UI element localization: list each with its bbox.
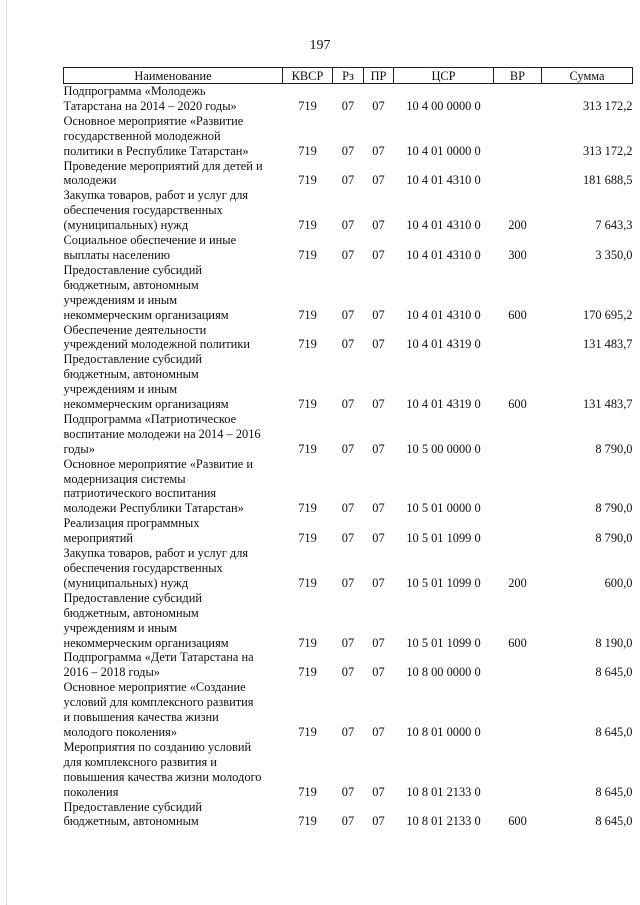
row-vr	[494, 412, 542, 457]
row-rz: 07	[341, 307, 355, 322]
row-pr: 07	[372, 441, 385, 456]
table-row	[64, 263, 633, 323]
row-vr	[494, 516, 542, 546]
row-vr	[494, 159, 542, 189]
row-csr: 10 4 01 4319 0	[406, 397, 481, 412]
row-name-line: учреждениям и иным	[63, 382, 178, 397]
row-vr	[494, 84, 542, 114]
row-vr	[494, 650, 542, 680]
row-sum: 8 645,0	[595, 665, 633, 680]
row-sum: 8 645,0	[595, 814, 633, 829]
row-csr: 10 5 01 1099 0	[406, 635, 481, 650]
header-sum: Сумма	[542, 68, 633, 84]
row-name	[64, 114, 283, 159]
scan-edge-marks	[6, 0, 8, 905]
row-csr: 10 5 01 1099 0	[406, 531, 481, 546]
row-rz: 07	[341, 98, 355, 113]
row-name-line: Татарстана на 2014 – 2020 годы»	[63, 98, 237, 113]
row-kvsr: 719	[298, 98, 317, 113]
table-row	[64, 233, 633, 263]
row-pr: 07	[372, 784, 385, 799]
row-kvsr: 719	[298, 307, 317, 322]
row-name-line: государственной молодежной	[63, 128, 221, 143]
row-name-line: бюджетным, автономным	[63, 277, 199, 292]
row-rz: 07	[341, 218, 355, 233]
row-name-line: учреждениям и иным	[63, 292, 178, 307]
row-name-line: политики в Республике Татарстан»	[63, 143, 249, 158]
row-csr: 10 8 01 2133 0	[406, 784, 481, 799]
row-name	[64, 680, 283, 740]
row-kvsr: 719	[298, 724, 317, 739]
row-name-line: учреждений молодежной политики	[63, 337, 250, 352]
row-pr: 07	[372, 814, 385, 829]
row-name-line: бюджетным, автономным	[63, 814, 199, 829]
row-kvsr: 719	[298, 501, 317, 516]
row-name-line: молодого поколения»	[63, 724, 178, 739]
row-name	[64, 352, 283, 412]
row-csr: 10 8 01 2133 0	[406, 814, 481, 829]
row-kvsr: 719	[298, 218, 317, 233]
row-sum: 8 190,0	[595, 635, 633, 650]
row-sum: 131 483,7	[582, 337, 633, 352]
row-pr: 07	[372, 501, 385, 516]
table-header-row	[64, 68, 633, 84]
row-name-line: Закупка товаров, работ и услуг для	[63, 188, 249, 203]
row-kvsr: 719	[298, 784, 317, 799]
row-kvsr: 719	[298, 337, 317, 352]
row-name-line: молодежи	[63, 173, 117, 188]
row-sum: 3 350,0	[595, 247, 633, 262]
row-name	[64, 546, 283, 591]
row-sum: 170 695,2	[582, 307, 633, 322]
row-rz: 07	[341, 143, 355, 158]
row-name-line: модернизация системы	[63, 471, 186, 486]
row-rz: 07	[341, 784, 355, 799]
row-csr: 10 5 00 0000 0	[406, 441, 481, 456]
table-row	[64, 188, 633, 233]
row-pr: 07	[372, 218, 385, 233]
table-row	[64, 650, 633, 680]
row-name	[64, 800, 283, 830]
row-name-line: условий для комплексного развития	[63, 695, 254, 710]
table-row	[64, 412, 633, 457]
row-vr	[494, 680, 542, 740]
row-vr: 200	[508, 218, 527, 233]
row-sum: 8 790,0	[595, 501, 633, 516]
row-sum: 8 790,0	[595, 441, 633, 456]
row-sum: 313 172,2	[582, 143, 633, 158]
row-name-line: Предоставление субсидий	[63, 590, 202, 605]
row-vr	[494, 457, 542, 517]
row-name-line: Мероприятия по созданию условий	[63, 739, 252, 754]
row-kvsr: 719	[298, 173, 317, 188]
row-name-line: учреждениям и иным	[63, 620, 178, 635]
row-sum: 8 645,0	[595, 724, 633, 739]
row-rz: 07	[341, 247, 355, 262]
row-vr: 600	[508, 814, 527, 829]
row-name-line: Предоставление субсидий	[63, 262, 202, 277]
row-pr: 07	[372, 724, 385, 739]
row-sum: 181 688,5	[582, 173, 633, 188]
row-csr: 10 4 01 4310 0	[406, 173, 481, 188]
row-name-line: Закупка товаров, работ и услуг для	[63, 546, 249, 561]
row-rz: 07	[341, 173, 355, 188]
row-sum: 8 645,0	[595, 784, 633, 799]
row-pr: 07	[372, 307, 385, 322]
row-csr: 10 8 00 0000 0	[406, 665, 481, 680]
row-pr: 07	[372, 337, 385, 352]
row-name-line: (муниципальных) нужд	[63, 575, 189, 590]
row-kvsr: 719	[298, 441, 317, 456]
table-body	[64, 84, 633, 830]
row-sum: 8 790,0	[595, 531, 633, 546]
budget-table	[63, 67, 633, 829]
header-name: Наименование	[64, 68, 283, 84]
row-name-line: мероприятий	[63, 531, 134, 546]
row-rz: 07	[341, 635, 355, 650]
row-name-line: для комплексного развития и	[63, 754, 217, 769]
header-vr: ВР	[494, 68, 542, 84]
row-pr: 07	[372, 98, 385, 113]
row-name	[64, 740, 283, 800]
header-rz: Рз	[333, 68, 364, 84]
row-vr: 600	[508, 307, 527, 322]
row-name-line: обеспечения государственных	[63, 561, 223, 575]
row-kvsr: 719	[298, 575, 317, 590]
row-rz: 07	[341, 724, 355, 739]
row-name-line: Подпрограмма «Патриотическое	[63, 411, 237, 426]
row-name-line: Обеспечение деятельности	[63, 322, 207, 337]
row-pr: 07	[372, 665, 385, 680]
row-rz: 07	[341, 531, 355, 546]
row-csr: 10 4 01 4310 0	[406, 218, 481, 233]
row-name-line: Предоставление субсидий	[63, 799, 202, 814]
row-kvsr: 719	[298, 814, 317, 829]
table-row	[64, 516, 633, 546]
row-name-line: и повышения качества жизни	[63, 710, 219, 725]
row-kvsr: 719	[298, 635, 317, 650]
row-rz: 07	[341, 501, 355, 516]
row-csr: 10 4 01 4310 0	[406, 247, 481, 262]
row-name-line: Подпрограмма «Молодежь	[63, 84, 206, 98]
row-rz: 07	[341, 397, 355, 412]
row-csr: 10 5 01 0000 0	[406, 501, 481, 516]
table-row	[64, 800, 633, 830]
row-vr	[494, 114, 542, 159]
row-sum: 600,0	[604, 575, 633, 590]
row-vr: 600	[508, 397, 527, 412]
row-pr: 07	[372, 575, 385, 590]
row-sum: 313 172,2	[582, 98, 633, 113]
row-name	[64, 84, 283, 114]
row-name-line: Основное мероприятие «Развитие	[63, 113, 244, 128]
table-row	[64, 591, 633, 651]
row-name-line: Реализация программных	[63, 516, 200, 531]
row-rz: 07	[341, 814, 355, 829]
row-sum: 131 483,7	[582, 397, 633, 412]
row-name-line: Проведение мероприятий для детей и	[63, 158, 263, 173]
row-name-line: бюджетным, автономным	[63, 605, 199, 620]
row-name	[64, 159, 283, 189]
row-pr: 07	[372, 143, 385, 158]
row-vr: 300	[508, 247, 527, 262]
header-pr: ПР	[364, 68, 394, 84]
row-name-line: Подпрограмма «Дети Татарстана на	[63, 650, 254, 665]
row-pr: 07	[372, 397, 385, 412]
row-name-line: (муниципальных) нужд	[63, 218, 189, 233]
row-rz: 07	[341, 441, 355, 456]
row-kvsr: 719	[298, 397, 317, 412]
row-kvsr: 719	[298, 143, 317, 158]
row-name	[64, 516, 283, 546]
row-rz: 07	[341, 665, 355, 680]
row-pr: 07	[372, 247, 385, 262]
row-sum: 7 643,3	[595, 218, 633, 233]
row-name-line: патриотического воспитания	[63, 486, 217, 501]
table-row	[64, 457, 633, 517]
header-kvsr: КВСР	[283, 68, 333, 84]
row-name-line: некоммерческим организациям	[63, 397, 229, 412]
table-row	[64, 680, 633, 740]
row-csr: 10 4 00 0000 0	[406, 98, 481, 113]
row-csr: 10 4 01 0000 0	[406, 143, 481, 158]
row-name	[64, 650, 283, 680]
row-vr	[494, 740, 542, 800]
row-rz: 07	[341, 575, 355, 590]
row-name	[64, 323, 283, 353]
row-name-line: обеспечения государственных	[63, 203, 223, 218]
row-name	[64, 591, 283, 651]
row-csr: 10 5 01 1099 0	[406, 575, 481, 590]
row-name-line: Социальное обеспечение и иные	[63, 233, 237, 248]
table-row	[64, 84, 633, 114]
row-pr: 07	[372, 531, 385, 546]
row-vr: 200	[508, 575, 527, 590]
row-name-line: некоммерческим организациям	[63, 307, 229, 322]
row-name	[64, 188, 283, 233]
row-name-line: повышения качества жизни молодого	[63, 769, 262, 784]
row-vr: 600	[508, 635, 527, 650]
row-kvsr: 719	[298, 247, 317, 262]
row-kvsr: 719	[298, 665, 317, 680]
row-name	[64, 263, 283, 323]
row-csr: 10 4 01 4319 0	[406, 337, 481, 352]
row-name-line: 2016 – 2018 годы»	[63, 665, 160, 680]
table-row	[64, 323, 633, 353]
row-name	[64, 412, 283, 457]
row-name-line: Основное мероприятие «Развитие и	[63, 456, 253, 471]
row-vr	[494, 323, 542, 353]
row-name-line: молодежи Республики Татарстан»	[63, 501, 244, 516]
row-csr: 10 4 01 4310 0	[406, 307, 481, 322]
table-row	[64, 159, 633, 189]
row-name-line: бюджетным, автономным	[63, 367, 199, 382]
table-row	[64, 546, 633, 591]
row-pr: 07	[372, 173, 385, 188]
table-row	[64, 740, 633, 800]
row-name-line: годы»	[63, 441, 95, 456]
row-csr: 10 8 01 0000 0	[406, 724, 481, 739]
table-row	[64, 352, 633, 412]
row-name	[64, 233, 283, 263]
row-name	[64, 457, 283, 517]
header-csr: ЦСР	[394, 68, 494, 84]
row-name-line: поколения	[63, 784, 119, 799]
row-name-line: Предоставление субсидий	[63, 352, 202, 367]
page-number: 197	[309, 38, 331, 53]
table-row	[64, 114, 633, 159]
row-pr: 07	[372, 635, 385, 650]
row-name-line: Основное мероприятие «Создание	[63, 680, 246, 695]
row-name-line: некоммерческим организациям	[63, 635, 229, 650]
row-name-line: выплаты населению	[63, 247, 170, 262]
row-kvsr: 719	[298, 531, 317, 546]
row-rz: 07	[341, 337, 355, 352]
row-name-line: воспитание молодежи на 2014 – 2016	[63, 426, 261, 441]
